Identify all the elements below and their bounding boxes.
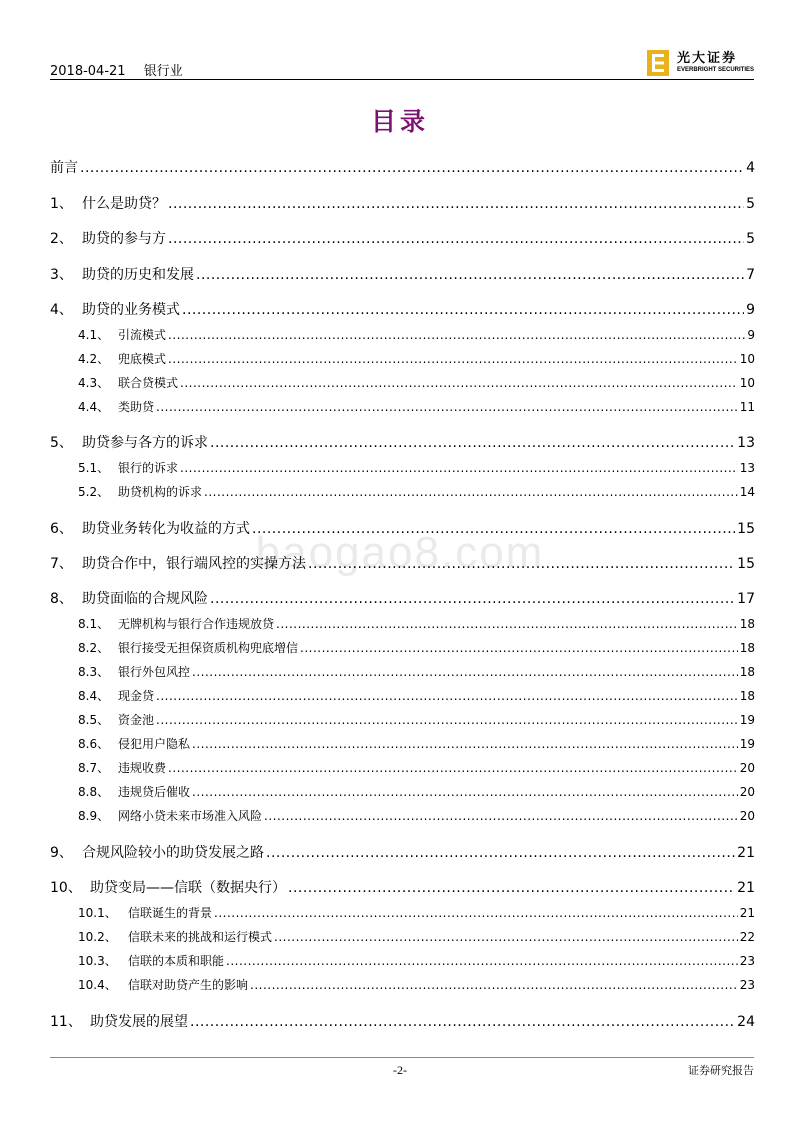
toc-label: 助贷变局——信联（数据央行） (90, 880, 286, 896)
toc-label: 信联未来的挑战和运行模式 (128, 930, 273, 944)
toc-number: 10.1、 (78, 906, 117, 920)
toc-subentry[interactable] (50, 459, 755, 476)
toc-leader-dots (210, 435, 735, 451)
toc-page-number: 21 (737, 880, 755, 896)
toc-number: 8.9、 (78, 809, 110, 823)
logo-cn-text: 光大证券 (676, 51, 737, 66)
toc-number: 5、 (50, 435, 73, 451)
toc-leader-dots (274, 930, 738, 944)
toc-leader-dots (192, 785, 738, 799)
toc-leader-dots (156, 689, 738, 703)
toc-subentry[interactable] (50, 928, 755, 945)
watermark: baogao8.com (255, 528, 545, 577)
toc-page-number: 15 (737, 521, 755, 537)
toc-number: 2、 (50, 231, 73, 247)
toc-leader-dots (168, 761, 738, 775)
toc-subentry[interactable] (50, 735, 755, 752)
toc-label: 侵犯用户隐私 (118, 737, 191, 751)
toc-page-number: 20 (739, 785, 755, 799)
toc-leader-dots (214, 906, 738, 920)
toc-leader-dots (266, 845, 735, 861)
toc-leader-dots (204, 485, 738, 499)
toc-leader-dots (168, 352, 738, 366)
toc-entry[interactable] (50, 299, 755, 319)
toc-leader-dots (300, 641, 738, 655)
toc-label: 信联诞生的背景 (128, 906, 213, 920)
toc-number: 8.4、 (78, 689, 110, 703)
toc-subentry[interactable] (50, 350, 755, 367)
toc-leader-dots (168, 196, 744, 212)
toc-label: 现金贷 (118, 689, 155, 703)
toc-subentry[interactable] (50, 952, 755, 969)
toc-label: 助贷业务转化为收益的方式 (82, 521, 250, 537)
toc-entry[interactable] (50, 518, 755, 538)
toc-page-number: 9 (746, 302, 755, 318)
toc-entry[interactable] (50, 553, 755, 573)
toc-label: 助贷发展的展望 (90, 1014, 188, 1030)
toc-label: 助贷面临的合规风险 (82, 591, 208, 607)
toc-subentry[interactable] (50, 687, 755, 704)
toc-page-number: 9 (747, 328, 755, 342)
header-meta (50, 60, 183, 79)
toc-label: 网络小贷未来市场准入风险 (118, 809, 263, 823)
toc-leader-dots (180, 461, 738, 475)
toc-number: 4.4、 (78, 400, 110, 414)
toc-leader-dots (196, 267, 744, 283)
toc-page-number: 15 (737, 556, 755, 572)
toc-entry[interactable] (50, 432, 755, 452)
toc-label: 信联对助贷产生的影响 (128, 978, 249, 992)
toc-number: 7、 (50, 556, 73, 572)
toc-number: 5.1、 (78, 461, 110, 475)
toc-leader-dots (252, 521, 735, 537)
toc-subentry[interactable] (50, 615, 755, 632)
toc-leader-dots (156, 713, 738, 727)
toc-label: 银行的诉求 (118, 461, 179, 475)
toc-subentry[interactable] (50, 807, 755, 824)
toc-leader-dots (180, 376, 738, 390)
toc-page-number: 20 (739, 761, 755, 775)
toc-label: 联合贷模式 (118, 376, 179, 390)
toc-page-number: 19 (739, 713, 755, 727)
industry-label: 银行业 (143, 64, 183, 79)
toc-entry[interactable] (50, 157, 755, 177)
toc-label: 引流模式 (118, 328, 167, 342)
toc-leader-dots (264, 809, 738, 823)
header-divider (50, 79, 754, 80)
logo-mark-icon (647, 50, 669, 76)
toc-label: 助贷合作中，银行端风控的实操方法 (82, 556, 306, 572)
toc-entry[interactable] (50, 264, 755, 284)
toc-entry[interactable] (50, 588, 755, 608)
everbright-logo (647, 50, 754, 76)
toc-label: 违规收费 (118, 761, 167, 775)
toc-page-number: 10 (739, 352, 755, 366)
toc-label: 合规风险较小的助贷发展之路 (82, 845, 264, 861)
toc-number: 8.5、 (78, 713, 110, 727)
toc-subentry[interactable] (50, 976, 755, 993)
page-number: -2- (393, 1063, 407, 1077)
toc-leader-dots (308, 556, 735, 572)
toc-subentry[interactable] (50, 398, 755, 415)
toc-leader-dots (156, 400, 738, 414)
toc-leader-dots (276, 617, 738, 631)
toc-page-number: 5 (746, 231, 755, 247)
toc-number: 8.6、 (78, 737, 110, 751)
toc-number: 9、 (50, 845, 73, 861)
toc-number: 4.1、 (78, 328, 110, 342)
toc-label: 违规贷后催收 (118, 785, 191, 799)
toc-leader-dots (210, 591, 735, 607)
page-header (50, 50, 754, 80)
toc-page-number: 20 (739, 809, 755, 823)
toc-label: 前言 (50, 160, 78, 176)
toc-subentry[interactable] (50, 639, 755, 656)
toc-page-number: 21 (739, 906, 755, 920)
toc-number: 8.2、 (78, 641, 110, 655)
toc-label: 信联的本质和职能 (128, 954, 225, 968)
toc-leader-dots (226, 954, 738, 968)
toc-label: 兜底模式 (118, 352, 167, 366)
toc-page-number: 23 (739, 978, 755, 992)
toc-label: 资金池 (118, 713, 155, 727)
toc-title: 目录 (370, 107, 429, 136)
toc-number: 4.3、 (78, 376, 110, 390)
toc-subentry[interactable] (50, 663, 755, 680)
toc-leader-dots (288, 880, 735, 896)
toc-page-number: 5 (746, 196, 755, 212)
toc-number: 8.7、 (78, 761, 110, 775)
toc-page-number: 10 (739, 376, 755, 390)
toc-subentry[interactable] (50, 711, 755, 728)
toc-number: 8.1、 (78, 617, 110, 631)
toc-leader-dots (168, 328, 745, 342)
toc-page-number: 18 (739, 641, 755, 655)
toc-label: 助贷的业务模式 (82, 302, 180, 318)
toc-page-number: 7 (746, 267, 755, 283)
report-date: 2018-04-21 (50, 64, 126, 79)
toc-leader-dots (192, 737, 738, 751)
toc-page-number: 4 (746, 160, 755, 176)
toc-entry[interactable] (50, 193, 755, 213)
toc-subentry[interactable] (50, 783, 755, 800)
toc-leader-dots (168, 231, 744, 247)
footer-divider (50, 1057, 754, 1058)
toc-number: 6、 (50, 521, 73, 537)
toc-page-number: 17 (737, 591, 755, 607)
toc-page-number: 14 (739, 485, 755, 499)
toc-page-number: 13 (739, 461, 755, 475)
toc-subentry[interactable] (50, 374, 755, 391)
toc-subentry[interactable] (50, 904, 755, 921)
toc-leader-dots (80, 160, 744, 176)
logo-en-text: EVERBRIGHT SECURITIES (676, 67, 754, 73)
toc-entry[interactable] (50, 842, 755, 862)
toc-number: 8.8、 (78, 785, 110, 799)
toc-leader-dots (190, 1014, 735, 1030)
toc-label: 助贷的历史和发展 (82, 267, 194, 283)
toc-number: 3、 (50, 267, 73, 283)
toc-subentry[interactable] (50, 326, 755, 343)
toc-subentry[interactable] (50, 483, 755, 500)
toc-entry[interactable] (50, 1011, 755, 1031)
toc-number: 10.2、 (78, 930, 117, 944)
toc-page-number: 18 (739, 617, 755, 631)
toc-page-number: 19 (739, 737, 755, 751)
toc-page-number: 11 (739, 400, 755, 414)
toc-page-number: 13 (737, 435, 755, 451)
toc-leader-dots (182, 302, 744, 318)
toc-label: 什么是助贷？ (82, 196, 166, 212)
toc-number: 11、 (50, 1014, 82, 1030)
toc-page-number: 18 (739, 665, 755, 679)
toc-page-number: 18 (739, 689, 755, 703)
toc-leader-dots (250, 978, 738, 992)
toc-number: 4.2、 (78, 352, 110, 366)
toc-number: 8.3、 (78, 665, 110, 679)
toc-leader-dots (192, 665, 738, 679)
toc-page-number: 22 (739, 930, 755, 944)
toc-entry[interactable] (50, 228, 755, 248)
toc-label: 类助贷 (118, 400, 155, 414)
toc-number: 4、 (50, 302, 73, 318)
toc-number: 10.3、 (78, 954, 117, 968)
toc-number: 1、 (50, 196, 73, 212)
toc-label: 助贷参与各方的诉求 (82, 435, 208, 451)
toc-label: 助贷机构的诉求 (118, 485, 203, 499)
footer-report-type: 证券研究报告 (688, 1064, 754, 1077)
toc-entry[interactable] (50, 877, 755, 897)
toc-label: 银行外包风控 (118, 665, 191, 679)
toc-subentry[interactable] (50, 759, 755, 776)
toc-number: 8、 (50, 591, 73, 607)
toc-page-number: 23 (739, 954, 755, 968)
toc-number: 5.2、 (78, 485, 110, 499)
toc-page-number: 24 (737, 1014, 755, 1030)
toc-label: 助贷的参与方 (82, 231, 166, 247)
toc-label: 无牌机构与银行合作违规放贷 (118, 617, 275, 631)
toc-number: 10、 (50, 880, 82, 896)
toc-label: 银行接受无担保资质机构兜底增信 (118, 641, 299, 655)
toc-number: 10.4、 (78, 978, 117, 992)
toc-page-number: 21 (737, 845, 755, 861)
